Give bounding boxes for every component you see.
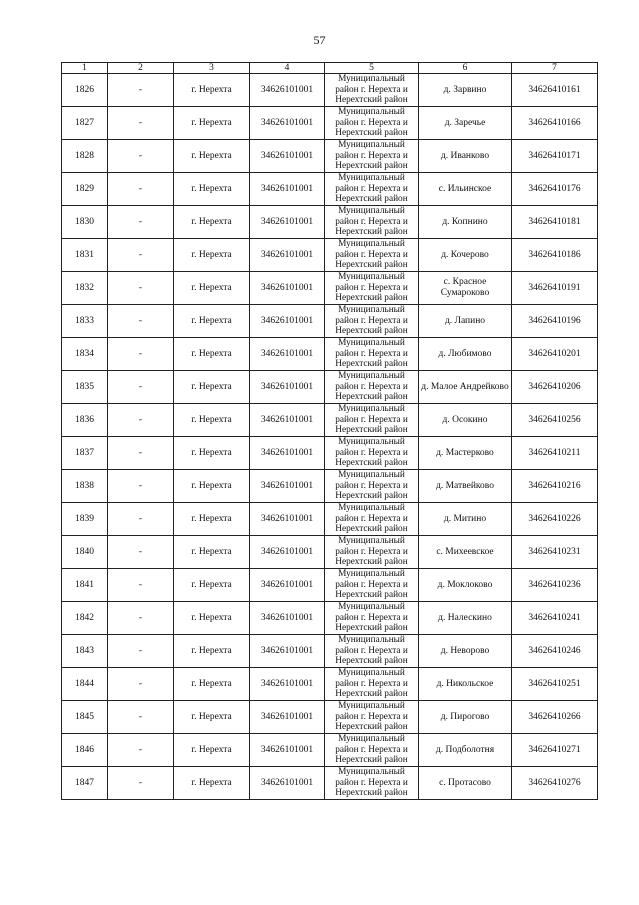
municipality-cell: Муниципальный район г. Нерехта и Нерехтский район: [325, 239, 419, 272]
header-col-7: 7: [512, 63, 598, 74]
table-row: [62, 635, 598, 668]
okato-code-cell: 34626410171: [512, 140, 598, 173]
locality-cell: д. Митино: [419, 503, 512, 536]
okato-code-cell: 34626410176: [512, 173, 598, 206]
oktmo-code-cell: 34626101001: [250, 470, 325, 503]
header-col-4: 4: [250, 63, 325, 74]
column-2-cell: -: [108, 404, 174, 437]
settlement-cell: г. Нерехта: [174, 107, 250, 140]
column-2-cell: -: [108, 668, 174, 701]
column-2-cell: -: [108, 272, 174, 305]
okato-code-cell: 34626410266: [512, 701, 598, 734]
settlement-cell: г. Нерехта: [174, 338, 250, 371]
municipality-cell: Муниципальный район г. Нерехта и Нерехтский район: [325, 470, 419, 503]
row-number-cell: 1834: [62, 338, 108, 371]
column-2-cell: -: [108, 734, 174, 767]
settlement-cell: г. Нерехта: [174, 767, 250, 800]
settlement-cell: г. Нерехта: [174, 536, 250, 569]
row-number-cell: 1838: [62, 470, 108, 503]
oktmo-code-cell: 34626101001: [250, 140, 325, 173]
header-col-5: 5: [325, 63, 419, 74]
oktmo-code-cell: 34626101001: [250, 701, 325, 734]
settlement-cell: г. Нерехта: [174, 470, 250, 503]
locality-cell: с. Красное Сумароково: [419, 272, 512, 305]
locality-cell: д. Моклоково: [419, 569, 512, 602]
column-2-cell: -: [108, 107, 174, 140]
settlement-cell: г. Нерехта: [174, 404, 250, 437]
municipality-cell: Муниципальный район г. Нерехта и Нерехтский район: [325, 173, 419, 206]
oktmo-code-cell: 34626101001: [250, 404, 325, 437]
table-row: [62, 470, 598, 503]
okato-code-cell: 34626410246: [512, 635, 598, 668]
table-row: [62, 404, 598, 437]
table-row: [62, 107, 598, 140]
municipality-cell: Муниципальный район г. Нерехта и Нерехтский район: [325, 536, 419, 569]
row-number-cell: 1826: [62, 74, 108, 107]
table-row: [62, 767, 598, 800]
table-row: [62, 701, 598, 734]
row-number-cell: 1833: [62, 305, 108, 338]
column-2-cell: -: [108, 701, 174, 734]
row-number-cell: 1837: [62, 437, 108, 470]
table-row: [62, 371, 598, 404]
oktmo-code-cell: 34626101001: [250, 338, 325, 371]
header-col-6: 6: [419, 63, 512, 74]
okato-code-cell: 34626410206: [512, 371, 598, 404]
row-number-cell: 1835: [62, 371, 108, 404]
okato-code-cell: 34626410211: [512, 437, 598, 470]
municipality-cell: Муниципальный район г. Нерехта и Нерехтский район: [325, 701, 419, 734]
okato-code-cell: 34626410201: [512, 338, 598, 371]
table-row: [62, 503, 598, 536]
municipality-cell: Муниципальный район г. Нерехта и Нерехтский район: [325, 140, 419, 173]
okato-code-cell: 34626410161: [512, 74, 598, 107]
table-row: [62, 668, 598, 701]
column-2-cell: -: [108, 635, 174, 668]
okato-code-cell: 34626410196: [512, 305, 598, 338]
municipality-cell: Муниципальный район г. Нерехта и Нерехтский район: [325, 107, 419, 140]
oktmo-code-cell: 34626101001: [250, 635, 325, 668]
locality-cell: д. Зарвино: [419, 74, 512, 107]
locality-cell: д. Налескино: [419, 602, 512, 635]
oktmo-code-cell: 34626101001: [250, 437, 325, 470]
column-2-cell: -: [108, 173, 174, 206]
okato-code-cell: 34626410271: [512, 734, 598, 767]
settlement-cell: г. Нерехта: [174, 74, 250, 107]
column-2-cell: -: [108, 239, 174, 272]
locality-cell: д. Неворово: [419, 635, 512, 668]
settlement-cell: г. Нерехта: [174, 239, 250, 272]
settlement-cell: г. Нерехта: [174, 569, 250, 602]
row-number-cell: 1828: [62, 140, 108, 173]
row-number-cell: 1840: [62, 536, 108, 569]
municipality-cell: Муниципальный район г. Нерехта и Нерехтский район: [325, 767, 419, 800]
column-2-cell: -: [108, 338, 174, 371]
settlement-cell: г. Нерехта: [174, 437, 250, 470]
locality-cell: с. Ильинское: [419, 173, 512, 206]
municipality-cell: Муниципальный район г. Нерехта и Нерехтский район: [325, 404, 419, 437]
table-row: [62, 437, 598, 470]
oktmo-code-cell: 34626101001: [250, 239, 325, 272]
registry-table: [61, 62, 598, 800]
row-number-cell: 1845: [62, 701, 108, 734]
row-number-cell: 1846: [62, 734, 108, 767]
row-number-cell: 1839: [62, 503, 108, 536]
okato-code-cell: 34626410166: [512, 107, 598, 140]
municipality-cell: Муниципальный район г. Нерехта и Нерехтский район: [325, 668, 419, 701]
municipality-cell: Муниципальный район г. Нерехта и Нерехтский район: [325, 272, 419, 305]
locality-cell: с. Протасово: [419, 767, 512, 800]
municipality-cell: Муниципальный район г. Нерехта и Нерехтский район: [325, 602, 419, 635]
table-header: [62, 63, 598, 74]
settlement-cell: г. Нерехта: [174, 635, 250, 668]
okato-code-cell: 34626410186: [512, 239, 598, 272]
column-2-cell: -: [108, 206, 174, 239]
header-row: [62, 63, 598, 74]
locality-cell: д. Матвейково: [419, 470, 512, 503]
okato-code-cell: 34626410236: [512, 569, 598, 602]
okato-code-cell: 34626410226: [512, 503, 598, 536]
municipality-cell: Муниципальный район г. Нерехта и Нерехтский район: [325, 74, 419, 107]
column-2-cell: -: [108, 503, 174, 536]
okato-code-cell: 34626410241: [512, 602, 598, 635]
locality-cell: д. Никольское: [419, 668, 512, 701]
settlement-cell: г. Нерехта: [174, 140, 250, 173]
table-row: [62, 305, 598, 338]
header-col-1: 1: [62, 63, 108, 74]
municipality-cell: Муниципальный район г. Нерехта и Нерехтский район: [325, 206, 419, 239]
column-2-cell: -: [108, 305, 174, 338]
header-col-2: 2: [108, 63, 174, 74]
settlement-cell: г. Нерехта: [174, 206, 250, 239]
locality-cell: д. Подболотня: [419, 734, 512, 767]
settlement-cell: г. Нерехта: [174, 371, 250, 404]
table-row: [62, 569, 598, 602]
oktmo-code-cell: 34626101001: [250, 569, 325, 602]
table-row: [62, 206, 598, 239]
locality-cell: д. Любимово: [419, 338, 512, 371]
municipality-cell: Муниципальный район г. Нерехта и Нерехтский район: [325, 371, 419, 404]
settlement-cell: г. Нерехта: [174, 734, 250, 767]
oktmo-code-cell: 34626101001: [250, 305, 325, 338]
oktmo-code-cell: 34626101001: [250, 173, 325, 206]
locality-cell: д. Мастерково: [419, 437, 512, 470]
oktmo-code-cell: 34626101001: [250, 503, 325, 536]
locality-cell: д. Пирогово: [419, 701, 512, 734]
oktmo-code-cell: 34626101001: [250, 272, 325, 305]
settlement-cell: г. Нерехта: [174, 602, 250, 635]
oktmo-code-cell: 34626101001: [250, 536, 325, 569]
municipality-cell: Муниципальный район г. Нерехта и Нерехтский район: [325, 305, 419, 338]
table-row: [62, 239, 598, 272]
oktmo-code-cell: 34626101001: [250, 107, 325, 140]
okato-code-cell: 34626410256: [512, 404, 598, 437]
settlement-cell: г. Нерехта: [174, 668, 250, 701]
table-row: [62, 338, 598, 371]
row-number-cell: 1841: [62, 569, 108, 602]
settlement-cell: г. Нерехта: [174, 701, 250, 734]
row-number-cell: 1827: [62, 107, 108, 140]
oktmo-code-cell: 34626101001: [250, 206, 325, 239]
oktmo-code-cell: 34626101001: [250, 734, 325, 767]
municipality-cell: Муниципальный район г. Нерехта и Нерехтский район: [325, 734, 419, 767]
row-number-cell: 1844: [62, 668, 108, 701]
locality-cell: д. Иванково: [419, 140, 512, 173]
municipality-cell: Муниципальный район г. Нерехта и Нерехтский район: [325, 635, 419, 668]
row-number-cell: 1847: [62, 767, 108, 800]
locality-cell: д. Копнино: [419, 206, 512, 239]
settlement-cell: г. Нерехта: [174, 503, 250, 536]
locality-cell: с. Михеевское: [419, 536, 512, 569]
settlement-cell: г. Нерехта: [174, 272, 250, 305]
table-row: [62, 173, 598, 206]
okato-code-cell: 34626410191: [512, 272, 598, 305]
locality-cell: д. Малое Андрейково: [419, 371, 512, 404]
column-2-cell: -: [108, 437, 174, 470]
column-2-cell: -: [108, 140, 174, 173]
column-2-cell: -: [108, 371, 174, 404]
table-row: [62, 140, 598, 173]
table-body: [62, 74, 598, 800]
table-row: [62, 734, 598, 767]
settlement-cell: г. Нерехта: [174, 173, 250, 206]
row-number-cell: 1831: [62, 239, 108, 272]
row-number-cell: 1843: [62, 635, 108, 668]
oktmo-code-cell: 34626101001: [250, 74, 325, 107]
column-2-cell: -: [108, 602, 174, 635]
okato-code-cell: 34626410231: [512, 536, 598, 569]
oktmo-code-cell: 34626101001: [250, 668, 325, 701]
okato-code-cell: 34626410276: [512, 767, 598, 800]
row-number-cell: 1842: [62, 602, 108, 635]
municipality-cell: Муниципальный район г. Нерехта и Нерехтский район: [325, 569, 419, 602]
column-2-cell: -: [108, 470, 174, 503]
table-row: [62, 602, 598, 635]
locality-cell: д. Осокино: [419, 404, 512, 437]
page-number: 57: [313, 33, 326, 47]
settlement-cell: г. Нерехта: [174, 305, 250, 338]
municipality-cell: Муниципальный район г. Нерехта и Нерехтский район: [325, 338, 419, 371]
table-row: [62, 74, 598, 107]
oktmo-code-cell: 34626101001: [250, 767, 325, 800]
locality-cell: д. Заречье: [419, 107, 512, 140]
column-2-cell: -: [108, 536, 174, 569]
column-2-cell: -: [108, 74, 174, 107]
locality-cell: д. Лапино: [419, 305, 512, 338]
row-number-cell: 1829: [62, 173, 108, 206]
locality-cell: д. Кочерово: [419, 239, 512, 272]
oktmo-code-cell: 34626101001: [250, 602, 325, 635]
column-2-cell: -: [108, 569, 174, 602]
header-col-3: 3: [174, 63, 250, 74]
row-number-cell: 1830: [62, 206, 108, 239]
okato-code-cell: 34626410251: [512, 668, 598, 701]
table-row: [62, 536, 598, 569]
okato-code-cell: 34626410216: [512, 470, 598, 503]
column-2-cell: -: [108, 767, 174, 800]
row-number-cell: 1836: [62, 404, 108, 437]
row-number-cell: 1832: [62, 272, 108, 305]
okato-code-cell: 34626410181: [512, 206, 598, 239]
table-row: [62, 272, 598, 305]
oktmo-code-cell: 34626101001: [250, 371, 325, 404]
municipality-cell: Муниципальный район г. Нерехта и Нерехтский район: [325, 503, 419, 536]
municipality-cell: Муниципальный район г. Нерехта и Нерехтский район: [325, 437, 419, 470]
